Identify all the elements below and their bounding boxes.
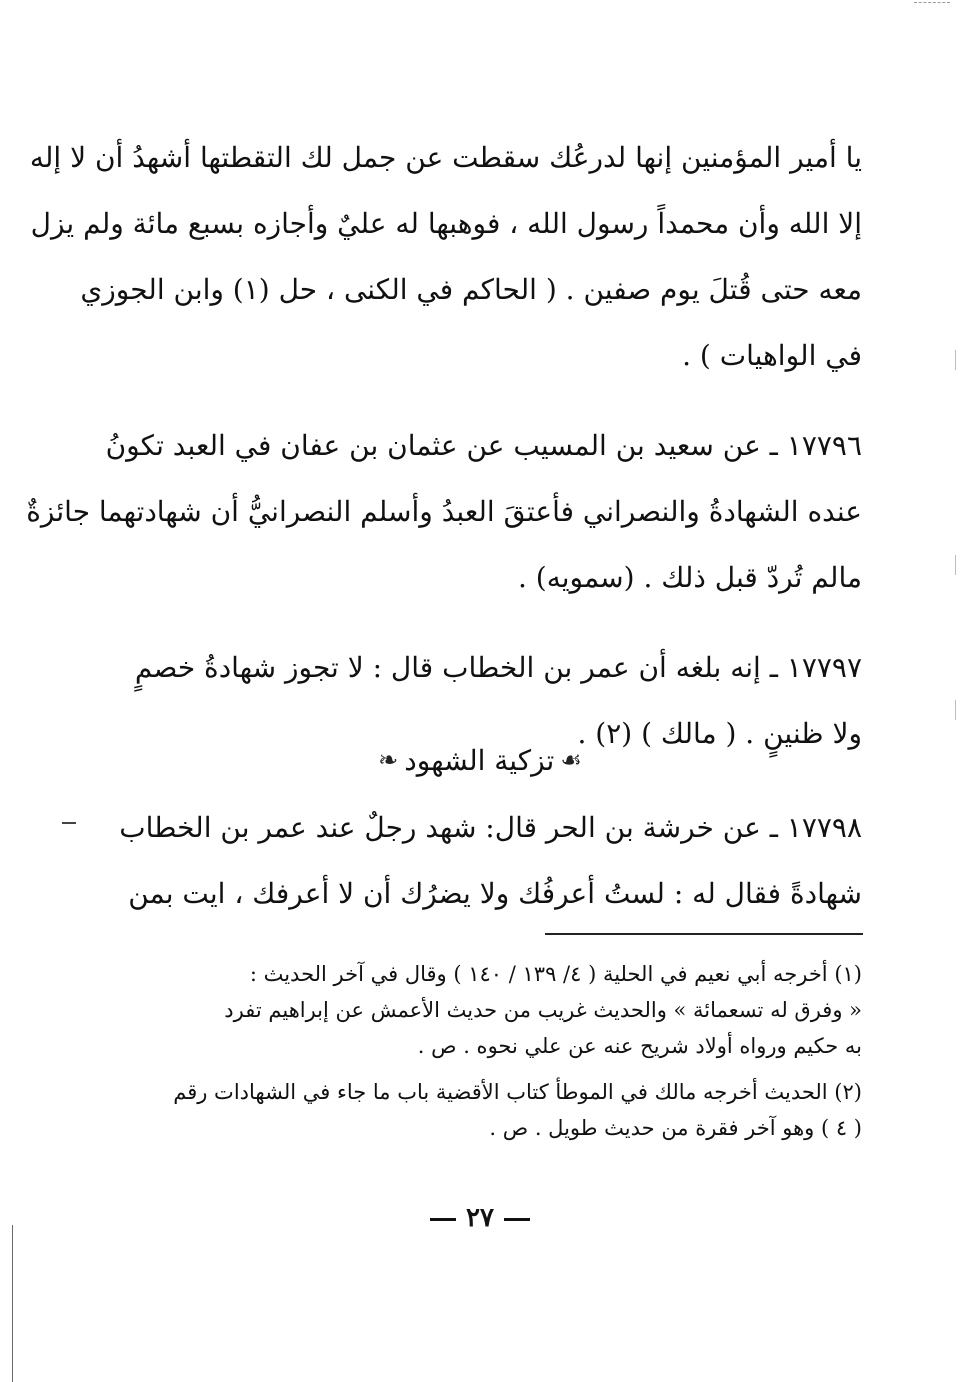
section-heading [0, 735, 960, 785]
text-line: في الواهيات ) . [682, 339, 862, 372]
footnote-line: (٢) الحديث أخرجه مالك في الموطأ كتاب الأقضية باب ما جاء في الشهادات رقم [173, 1080, 862, 1104]
paragraph [29, 141, 862, 406]
paragraph [26, 429, 862, 628]
text-line: ولا ظنينٍ . ( مالك ) (٢) . [577, 717, 862, 750]
footnote [150, 962, 862, 1070]
paragraph [119, 811, 862, 944]
footnote-line: « وفرق له تسعمائة » والحديث غريب من حديث الأعمش عن إبراهيم تفرد [224, 998, 862, 1022]
footnote-line: به حكيم ورواه أولاد شريح عنه عن علي نحوه . ص . [417, 1034, 862, 1058]
text-line: شهادةً فقال له : لستُ أعرفُك ولا يضرُك أن لا أعرفك ، ايت بمن [128, 877, 862, 910]
ornament-right: ☙ [560, 746, 582, 774]
footnote-divider [545, 933, 863, 935]
scan-tick [955, 350, 956, 370]
text-line: ١٧٧٩٧ ـ إنه بلغه أن عمر بن الخطاب قال : لا تجوز شهادةُ خصمٍ [134, 651, 862, 684]
text-line: عنده الشهادةُ والنصراني فأعتقَ العبدُ وأسلم النصرانيُّ أن شهادتهما جائزةٌ [26, 495, 862, 528]
scan-corner-mark [914, 2, 950, 9]
section-title: تزكية الشهود [404, 743, 555, 777]
scan-mark [62, 822, 76, 824]
text-line: معه حتى قُتلَ يوم صفين . ( الحاكم في الكنى ، حل (١) وابن الجوزي [80, 273, 862, 306]
page-number [0, 1203, 960, 1233]
dash-decoration [504, 1218, 530, 1221]
footnote-line: (١) أخرجه أبي نعيم في الحلية ( ٤/ ١٣٩ / ١٤٠ ) وقال في آخر الحديث : [249, 962, 862, 986]
main-text [26, 141, 862, 784]
page-number-value: ٢٧ [466, 1203, 494, 1233]
dash-decoration [430, 1218, 456, 1221]
text-line: إلا الله وأن محمداً رسول الله ، فوهبها له عليٌ وأجازه بسبع مائة ولم يزل [30, 207, 862, 240]
main-text-continued [119, 811, 862, 944]
footnote-line: ( ٤ ) وهو آخر فقرة من حديث طويل . ص . [489, 1116, 862, 1140]
footnotes [150, 962, 862, 1152]
scan-edge-line [12, 1225, 13, 1382]
scan-tick [955, 555, 956, 575]
text-line: مالم تُردّ قبل ذلك . (سمويه) . [517, 561, 862, 594]
scan-tick [955, 700, 956, 720]
footnote [150, 1080, 862, 1152]
text-line: ١٧٧٩٨ ـ عن خرشة بن الحر قال: شهد رجلٌ عند عمر بن الخطاب [119, 811, 862, 844]
text-line: يا أمير المؤمنين إنها لدرعُك سقطت عن جمل لك التقطتها أشهدُ أن لا إله [29, 141, 862, 174]
text-line: ١٧٧٩٦ ـ عن سعيد بن المسيب عن عثمان بن عفان في العبد تكونُ [105, 429, 862, 462]
ornament-left: ❧ [378, 746, 399, 774]
